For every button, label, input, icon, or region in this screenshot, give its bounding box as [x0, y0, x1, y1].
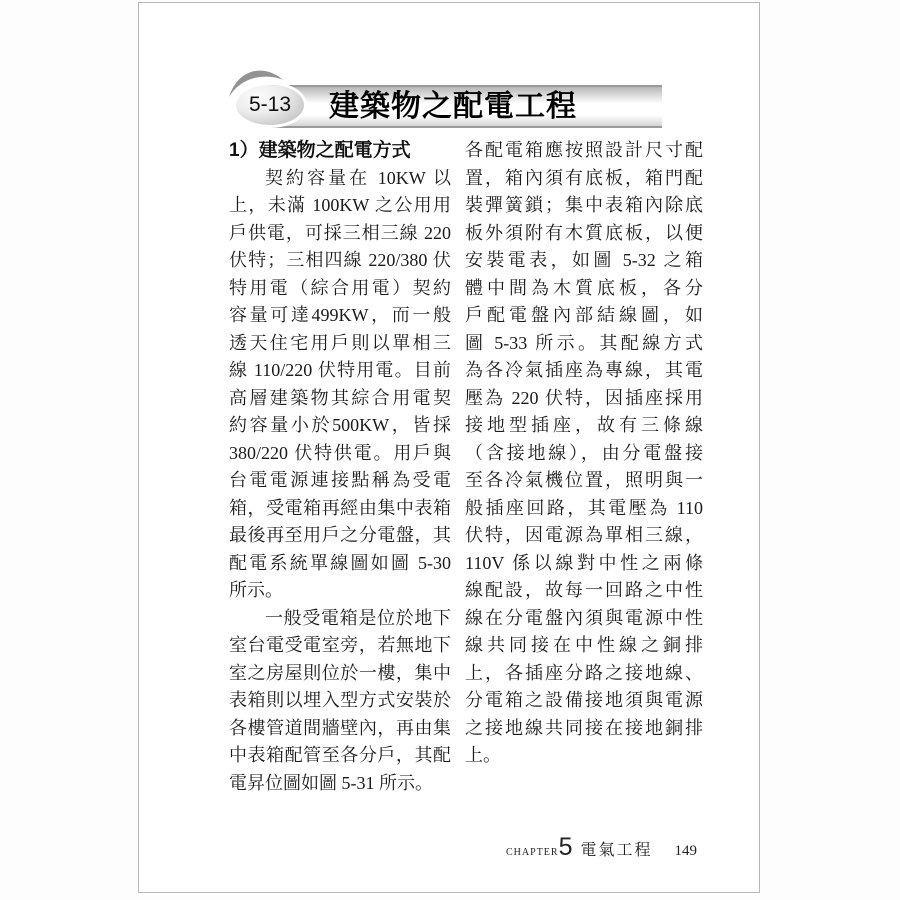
text-line: 體中間為木質底板，各分 — [465, 277, 703, 298]
text-line: 上，未滿 100KW 之公用用 — [229, 195, 451, 215]
left-column — [229, 137, 451, 797]
text-line: 戶配電盤內部結線圖，如 — [465, 305, 703, 325]
chapter-label: CHAPTER — [506, 847, 559, 858]
text-line: 線配設，故每一回路之中性 — [465, 580, 703, 600]
text-line: 伏特；三相四線 220/380 伏 — [229, 250, 451, 270]
text-line: 戶供電，可採三相三線 220 — [229, 222, 451, 243]
text-line: 表箱則以埋入型方式安裝於 — [229, 690, 451, 710]
text-line: 特用電（綜合用電）契約 — [229, 277, 451, 298]
text-line: 線在分電盤內須與電源中性 — [465, 607, 703, 628]
text-line: 約容量小於500KW，皆採 — [229, 415, 451, 435]
book-page — [138, 2, 760, 893]
text-line: 上，各插座分路之接地線、 — [465, 662, 703, 683]
text-line: 壓為 220 伏特，因插座採用 — [465, 387, 703, 408]
text-columns — [229, 137, 703, 797]
left-column-lines — [229, 165, 451, 798]
text-line: 透天住宅用戶則以單相三 — [229, 332, 451, 353]
text-line: 各樓管道間牆壁內，再由集 — [229, 717, 451, 738]
text-line: 各配電箱應按照設計尺寸配 — [465, 140, 703, 160]
text-line: 中表箱配管至各分戶，其配 — [229, 745, 451, 765]
section-badge — [236, 85, 304, 125]
text-line: 契約容量在 10KW 以 — [265, 167, 451, 188]
text-line: 台電電源連接點稱為受電 — [229, 470, 451, 490]
text-line: 箱，受電箱再經由集中表箱 — [229, 497, 451, 518]
text-line: 110V 係以線對中性之兩條 — [465, 552, 703, 573]
text-line: 至各冷氣機位置，照明與一 — [465, 470, 703, 490]
text-line: 所示。 — [229, 580, 283, 600]
text-line: 般插座回路，其電壓為 110 — [465, 497, 703, 518]
text-line: 置，箱內須有底板，箱門配 — [465, 167, 703, 188]
text-line: 線共同接在中性線之銅排 — [465, 635, 703, 655]
text-line: 配電系統單線圖如圖 5-30 — [229, 552, 451, 573]
chapter-number: 5 — [558, 833, 573, 861]
text-line: 板外須附有木質底板，以便 — [465, 222, 703, 243]
right-column — [465, 137, 703, 797]
text-line: 室台電受電室旁，若無地下 — [229, 635, 451, 655]
text-line: 容量可達499KW，而一般 — [229, 305, 451, 325]
text-line: 接地型插座，故有三條線 — [465, 415, 703, 435]
text-line: 裝彈簧鎖；集中表箱內除底 — [465, 195, 703, 215]
section-title: 建築物之配電工程 — [329, 90, 577, 123]
text-line: 380/220 伏特供電。用戶與 — [229, 442, 451, 463]
right-column-lines — [465, 137, 703, 770]
text-line: 線 110/220 伏特用電。目前 — [229, 360, 451, 380]
text-line: 為各冷氣插座為專線，其電 — [465, 360, 703, 380]
text-line: 伏特，因電源為單相三線， — [465, 525, 703, 545]
text-line: 室之房屋則位於一樓，集中 — [229, 662, 451, 683]
text-line: 最後再至用戶之分電盤，其 — [229, 525, 451, 545]
text-line: 一般受電箱是位於地下 — [265, 607, 451, 628]
text-line: 上。 — [465, 745, 501, 765]
chapter-title: 電氣工程 — [580, 842, 653, 859]
text-line: 圖 5-33 所示。其配線方式 — [465, 332, 703, 353]
text-line: 分電箱之設備接地須與電源 — [465, 690, 703, 710]
page-footer — [506, 833, 697, 862]
page-number: 149 — [674, 843, 697, 859]
text-line: 電昇位圖如圖 5-31 所示。 — [229, 772, 433, 793]
text-line: （含接地線），由分電盤接 — [465, 442, 703, 463]
text-line: 高層建築物其綜合用電契 — [229, 387, 451, 408]
subsection-heading: 1）建築物之配電方式 — [229, 140, 411, 161]
text-line: 安裝電表，如圖 5-32 之箱 — [465, 250, 703, 270]
text-line: 之接地線共同接在接地銅排 — [465, 717, 703, 738]
section-number: 5-13 — [248, 93, 292, 116]
